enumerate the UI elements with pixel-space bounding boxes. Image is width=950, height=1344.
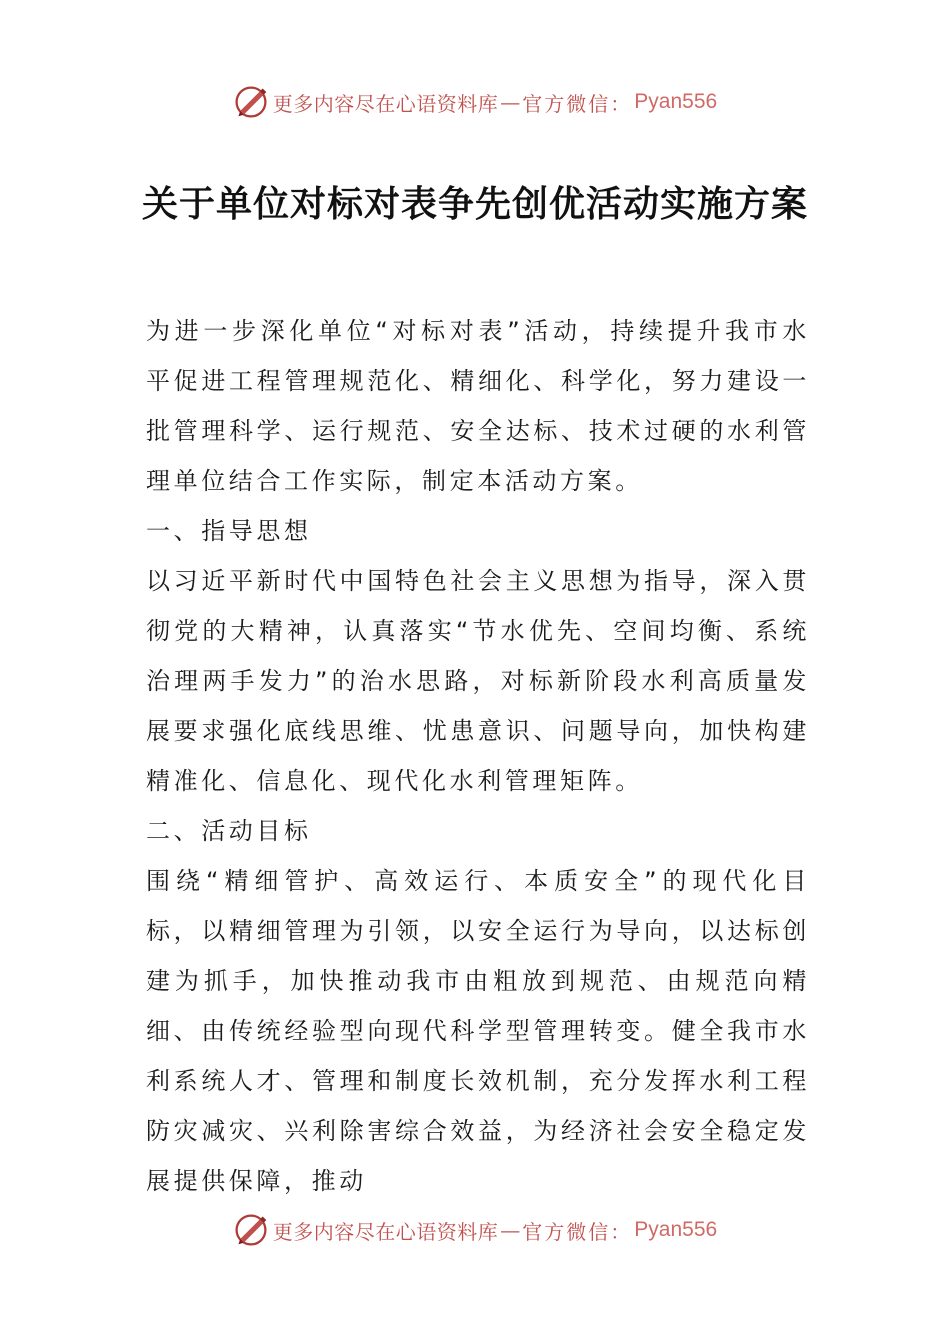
pen-logo-icon	[233, 1212, 269, 1248]
guiding-ideology-paragraph: 以习近平新时代中国特色社会主义思想为指导，深入贯彻党的大精神，认真落实“节水优先、空间均衡、系统治理两手发力”的治水思路，对标新阶段水利高质量发展要求强化底线思维、忧患意识、问题导向，加快构建精准化、信息化、现代化水利管理矩阵。	[146, 567, 810, 795]
document-body	[146, 306, 810, 1206]
banner-wechat-id: Pyan556	[634, 90, 718, 113]
header-watermark-banner	[0, 82, 950, 122]
banner-wechat-id: Pyan556	[634, 1218, 718, 1241]
document-title: 关于单位对标对表争先创优活动实施方案	[141, 184, 808, 225]
pen-logo-icon	[233, 84, 269, 120]
activity-goals-paragraph: 围绕“精细管护、高效运行、本质安全”的现代化目标，以精细管理为引领，以安全运行为导向，以达标创建为抓手，加快推动我市由粗放到规范、由规范向精细、由传统经验型向现代科学型管理转变。健全我市水利系统人才、管理和制度长效机制，充分发挥水利工程防灾减灾、兴利除害综合效益，为经济社会安全稳定发展提供保障，推动	[146, 867, 810, 1195]
banner-separator: —	[500, 1218, 521, 1242]
footer-watermark-banner	[0, 1210, 950, 1250]
section-heading-guiding-ideology: 一、指导思想	[146, 517, 312, 545]
banner-site-text: 更多内容尽在心语资料库	[272, 1219, 499, 1244]
banner-site-text: 更多内容尽在心语资料库	[272, 91, 499, 116]
banner-separator: —	[500, 90, 521, 114]
section-heading-activity-goals: 二、活动目标	[146, 817, 312, 845]
banner-official-label: 官方微信：	[522, 1219, 633, 1244]
banner-official-label: 官方微信：	[522, 91, 633, 116]
intro-paragraph: 为进一步深化单位“对标对表”活动，持续提升我市水平促进工程管理规范化、精细化、科学化，努力建设一批管理科学、运行规范、安全达标、技术过硬的水利管理单位结合工作实际，制定本活动方案。	[146, 317, 810, 495]
